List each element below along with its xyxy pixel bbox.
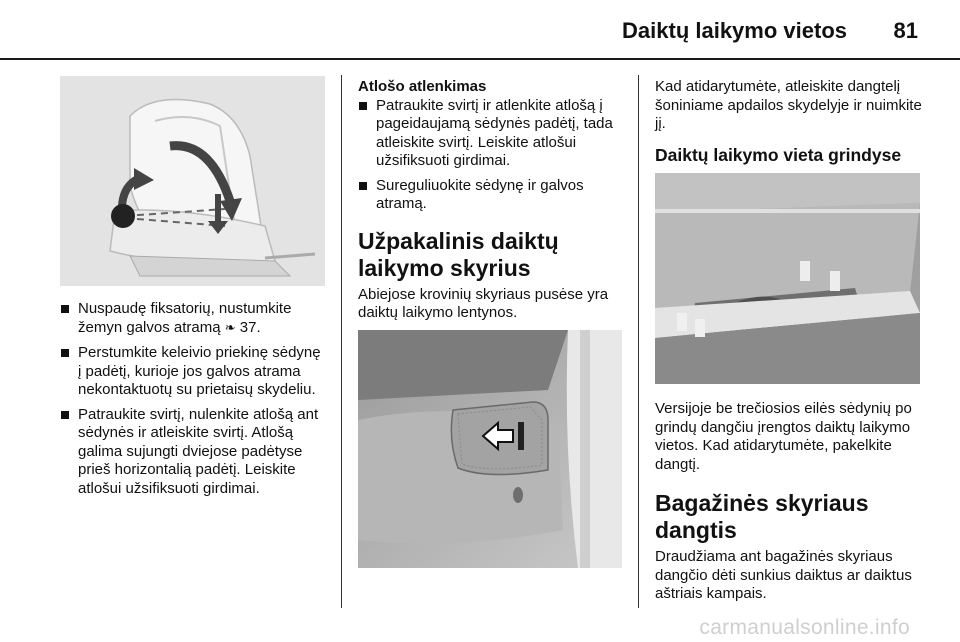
header-rule (0, 58, 960, 60)
column-3-text-top (655, 78, 925, 164)
paragraph-open-cover: Kad atidarytumėte, atleiskite dangtelį šoniniame apdailos skydelyje ir nuimkite jį. (655, 78, 922, 132)
seat-illustration-icon (60, 76, 325, 286)
column-3-text-bottom (655, 400, 925, 604)
section-heading-floor-storage: Daiktų laikymo vieta grindyse (655, 144, 902, 165)
seat-headrest-illustration (60, 76, 325, 286)
paragraph-luggage-cover: Draudžiama ant bagažinės skyriaus dangčio dėti sunkius daiktus ar daiktus aštriais kampais. (655, 548, 912, 602)
section-heading-rear-storage: Užpakalinis daiktų laikymo skyrius (358, 227, 559, 281)
column-divider-1 (341, 75, 342, 608)
column-1-text (60, 300, 325, 504)
watermark: carmanualsonline.info (699, 616, 910, 639)
cross-reference-page: 37. (235, 318, 261, 336)
floor-storage-photo (655, 173, 920, 384)
list-item: Sureguliuokite sėdynę ir galvos atramą. (358, 177, 626, 214)
list-item: Patraukite svirtį ir atlenkite atlošą į pageidaujamą sėdynės padėtį, tada atleiskite svirtį. Leiskite atlošui užsifiksuoti girdimai. (358, 97, 626, 171)
paragraph-rear-storage: Abiejose krovinių skyriaus pusėse yra daiktų laikymo lentynos. (358, 285, 609, 321)
side-storage-compartment-photo (358, 330, 622, 568)
paragraph-floor-storage: Versijoje be trečiosios eilės sėdynių po grindų dangčiu įrengtos daiktų laikymo vietos. Kad atidarytumėte, pakelkite dangtį. (655, 400, 912, 473)
bullet-list-col1 (60, 300, 325, 498)
list-item: Perstumkite keleivio priekinę sėdynę į padėtį, kurioje jos galvos atrama nekontaktuotų su prietaisų skydeliu. (60, 344, 325, 400)
subheading-backrest-raise: Atlošo atlenkimas (358, 78, 487, 95)
list-item: Patraukite svirtį, nulenkite atlošą ant sėdynės ir atleiskite svirtį. Atlošą galima sujungti dviejose padėtyse prieš horizontalią padėtį. Leiskite atlošui užsifiksuoti girdimai. (60, 406, 325, 499)
column-divider-2 (638, 75, 639, 608)
floor-storage-photo-icon (655, 173, 920, 384)
page-header-title: Daiktų laikymo vietos (622, 18, 847, 43)
storage-photo-icon (358, 330, 622, 568)
page-number: 81 (893, 18, 918, 43)
section-heading-luggage-cover: Bagažinės skyriaus dangtis (655, 490, 869, 543)
bullet-list-col2 (358, 97, 626, 214)
column-2-text (358, 78, 626, 323)
cross-reference-icon: ❧ (224, 320, 236, 336)
list-item: Nuspaudę fiksatorių, nustumkite žemyn galvos atramą ❧ 37. (60, 300, 325, 338)
